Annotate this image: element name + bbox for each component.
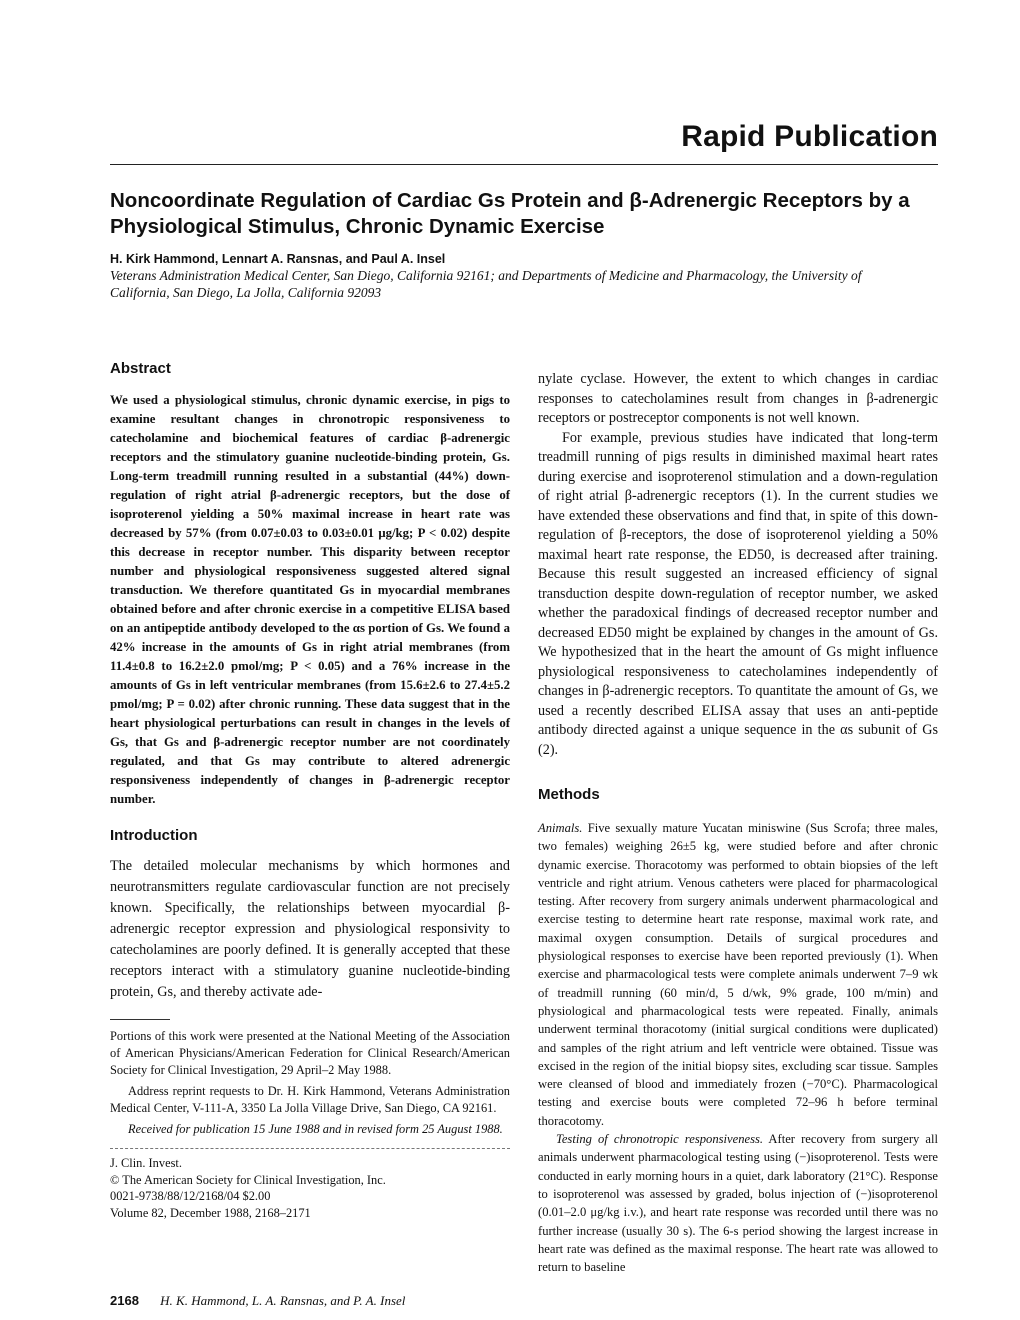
left-column [110,360,510,1221]
journal-info [110,1155,510,1221]
journal-code: 0021-9738/88/12/2168/04 $2.00 [110,1189,271,1203]
abstract-heading: Abstract [110,360,171,377]
journal-copyright: © The American Society for Clinical Investigation, Inc. [110,1172,386,1187]
header-rule [110,164,938,165]
footnote-received: Received for publication 15 June 1988 and in revised form 25 August 1988. [128,1122,503,1136]
journal-volume: Volume 82, December 1988, 2168–2171 [110,1205,311,1220]
journal-name: J. Clin. Invest. [110,1156,182,1170]
right-column [538,370,938,1276]
methods-chronotropic [538,1130,938,1276]
chronotropic-text: After recovery from surgery all animals underwent pharmacological testing using (−)isoproterenol. Tests were conducted in early morning hours in a quiet, dark laboratory (21°C). Response to isoproterenol was assessed by graded, bolus injection of (−)isoproterenol (0.01–2.0 μg/kg i.v.), and heart rate response was recorded until there was no further increase (usually 30 s). The 6-s period showing the largest increase in heart rate was defined as the maximal response. The heart rate was allowed to return to baseline [538,1132,938,1275]
methods-heading: Methods [538,786,600,803]
introduction-heading: Introduction [110,827,198,844]
footnote-presented: Portions of this work were presented at the National Meeting of the Association of American Physicians/American Federation for Clinical Research/American Society for Clinical Investigation, 29 April–2 May 1988. [110,1029,510,1077]
page-number: 2168 [110,1293,139,1308]
article-title: Noncoordinate Regulation of Cardiac Gs Protein and β-Adrenergic Receptors by a Physiological Stimulus, Chronic Dynamic Exercise [110,189,910,238]
journal-divider [110,1148,510,1149]
article-affiliation: Veterans Administration Medical Center, San Diego, California 92161; and Departments of Medicine and Pharmacology, the University of California, San Diego, La Jolla, California 92093 [110,268,862,300]
methods-text [538,819,938,1276]
section-label: Rapid Publication [681,120,938,153]
footnote-reprints: Address reprint requests to Dr. H. Kirk Hammond, Veterans Administration Medical Center, V-111-A, 3350 La Jolla Village Drive, San Diego, CA 92161. [110,1084,510,1115]
footnotes [110,1028,510,1138]
footnote-rule [110,1019,170,1020]
article-authors: H. Kirk Hammond, Lennart A. Ransnas, and Paul A. Insel [110,252,446,266]
intro-continuation: nylate cyclase. However, the extent to which changes in cardiac responses to catecholamines result from changes in β-adrenergic receptors or postreceptor components is not well known. [538,371,938,426]
page-footer [110,1293,405,1309]
chronotropic-label: Testing of chronotropic responsiveness. [556,1132,764,1147]
animals-text: Five sexually mature Yucatan miniswine (Sus Scrofa; three males, two females) weighing 26±5 kg, were studied before and after chronic dynamic exercise. Thoracotomy was performed to obtain biopsies of the left ventricle and right atrium. Venous catheters were placed for pharmacological testing. After recovery from surgery animals underwent pharmacological and exercise testing to determine heart rate response, maximal work rate, and maximal oxygen consumption. Details of surgical procedures and physiological responses to exercise have been reported previously (1). When exercise and pharmacological tests were complete animals underwent 7–9 wk of treadmill running (60 min/d, 5 d/wk, 9% grade, 100 m/min) and physiological and pharmacological tests were repeated. Finally, animals underwent terminal thoracotomy (initial surgical conditions were duplicated) and samples of the right atrium and left ventricle were obtained. Tissue was excised in the region of the initial biopsy sites, excluding scar tissue. Samples were cleansed of blood and immediately frozen (−70°C). Pharmacological testing and exercise bouts were completed 72–96 h before terminal thoracotomy. [538,821,938,1128]
intro-paragraph-2: For example, previous studies have indicated that long-term treadmill running of pigs results in diminished maximal heart rates during exercise and isoproterenol stimulation and a down-regulation of right atrial β-adrenergic receptors (1). In the current studies we have extended these observations and find that, in spite of this down-regulation of β-receptors, the dose of isoproterenol yielding a 50% maximal heart rate response, the ED50, is decreased after training. Because this result suggested an increased efficiency of signal transduction despite down-regulation of receptor number, we asked whether the paradoxical findings of decreased receptor number and decreased ED50 might be explained by changes in the amount of Gs. We hypothesized that in the heart the amount of Gs might influence physiological responsiveness to catecholamines independently of changes in β-adrenergic receptors. To quantitate the amount of Gs, we used a recently described ELISA assay that uses an anti-peptide antibody directed against a unique sequence in the αs subunit of Gs (2). [538,429,938,758]
methods-animals [538,819,938,1130]
abstract-text: We used a physiological stimulus, chronic dynamic exercise, in pigs to examine resultant changes in chronotropic responsiveness to catecholamine and biochemical features of cardiac β-adrenergic receptors and the stimulatory guanine nucleotide-binding protein, Gs. Long-term treadmill running resulted in a substantial (44%) down-regulation of right atrial β-adrenergic receptors, but the dose of isoproterenol yielding a 50% maximal increase in heart rate was decreased by 57% (from 0.07±0.03 to 0.03±0.01 μg/kg; P < 0.02) despite this decrease in receptor number. This disparity between receptor number and physiological responsiveness suggested altered signal transduction. We therefore quantitated Gs in myocardial membranes obtained before and after chronic exercise in a competitive ELISA based on an antipeptide antibody developed to the αs portion of Gs. We found a 42% increase in the amounts of Gs in right atrial membranes (from 11.4±0.8 to 16.2±2.0 pmol/mg; P < 0.05) and a 76% increase in the amounts of Gs in left ventricular membranes (from 15.6±2.6 to 27.4±5.2 pmol/mg; P = 0.02) after chronic running. These data suggest that in the heart physiological perturbations can result in changes in the levels of Gs, that Gs and β-adrenergic receptor number are not coordinately regulated, and that Gs may contribute to altered adrenergic responsiveness independently of changes in β-adrenergic receptor number. [110,393,510,806]
running-head: H. K. Hammond, L. A. Ransnas, and P. A. Insel [160,1293,406,1308]
introduction-text: The detailed molecular mechanisms by which hormones and neurotransmitters regulate cardiovascular function are not precisely known. Specifically, the relationships between myocardial β-adrenergic receptor expression and physiological responsivity to catecholamines are poorly defined. It is generally accepted that these receptors interact with a stimulatory guanine nucleotide-binding protein, Gs, and thereby activate ade- [110,858,510,1000]
introduction-continued [538,370,938,760]
animals-label: Animals. [538,821,583,835]
